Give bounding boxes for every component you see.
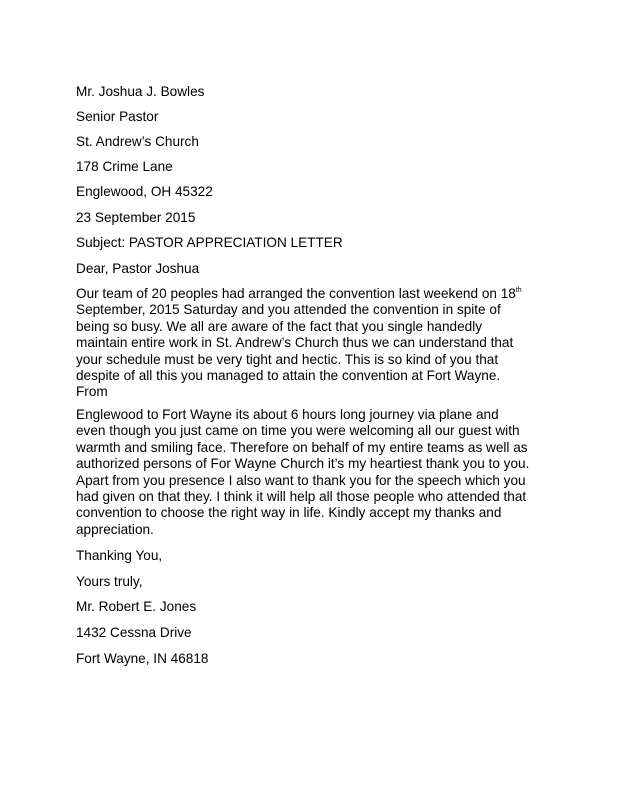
paragraph-line: Our team of 20 peoples had arranged the convention last weekend on 18th (76, 286, 522, 301)
paragraph-line: authorized persons of For Wayne Church it’s my heartiest thank you to you. (76, 456, 530, 472)
letter-subject: Subject: PASTOR APPRECIATION LETTER (76, 235, 343, 250)
recipient-title: Senior Pastor (76, 109, 159, 124)
recipient-street: 178 Crime Lane (76, 159, 173, 174)
paragraph-line: warmth and smiling face. Therefore on behalf of my entire teams as well as (76, 439, 528, 455)
sender-city-state-zip: Fort Wayne, IN 46818 (76, 651, 209, 666)
paragraph-line: appreciation. (76, 521, 154, 537)
closing-valediction: Yours truly, (76, 574, 143, 589)
closing-thanks: Thanking You, (76, 548, 163, 563)
paragraph-line: Apart from you presence I also want to thank you for the speech which you (76, 472, 526, 488)
sender-street: 1432 Cessna Drive (76, 625, 192, 640)
recipient-name: Mr. Joshua J. Bowles (76, 84, 205, 99)
ordinal-superscript: th (515, 287, 522, 294)
paragraph-line: even though you just came on time you were welcoming all our guest with (76, 423, 520, 439)
paragraph-line: September, 2015 Saturday and you attended the convention in spite of (76, 302, 501, 318)
salutation: Dear, Pastor Joshua (76, 261, 200, 276)
letter-date: 23 September 2015 (76, 210, 196, 225)
paragraph-line: despite of all this you managed to attain the convention at Fort Wayne. (76, 368, 501, 384)
body-paragraph-1 (76, 286, 576, 401)
paragraph-line: convention to choose the right way in life. Kindly accept my thanks and (76, 505, 502, 521)
paragraph-line: had given on that they. I think it will help all those people who attended that (76, 489, 527, 505)
paragraph-line: being so busy. We all are aware of the fact that you single handedly (76, 318, 483, 334)
paragraph-line: From (76, 384, 108, 400)
sender-name: Mr. Robert E. Jones (76, 599, 197, 614)
recipient-city-state-zip: Englewood, OH 45322 (76, 184, 213, 199)
paragraph-line: maintain entire work in St. Andrew’s Church thus we can understand that (76, 335, 514, 351)
paragraph-line: Englewood to Fort Wayne its about 6 hours long journey via plane and (76, 407, 499, 422)
paragraph-line: your schedule must be very tight and hectic. This is so kind of you that (76, 351, 499, 367)
body-paragraph-2 (76, 407, 576, 538)
recipient-organization: St. Andrew’s Church (76, 134, 199, 149)
